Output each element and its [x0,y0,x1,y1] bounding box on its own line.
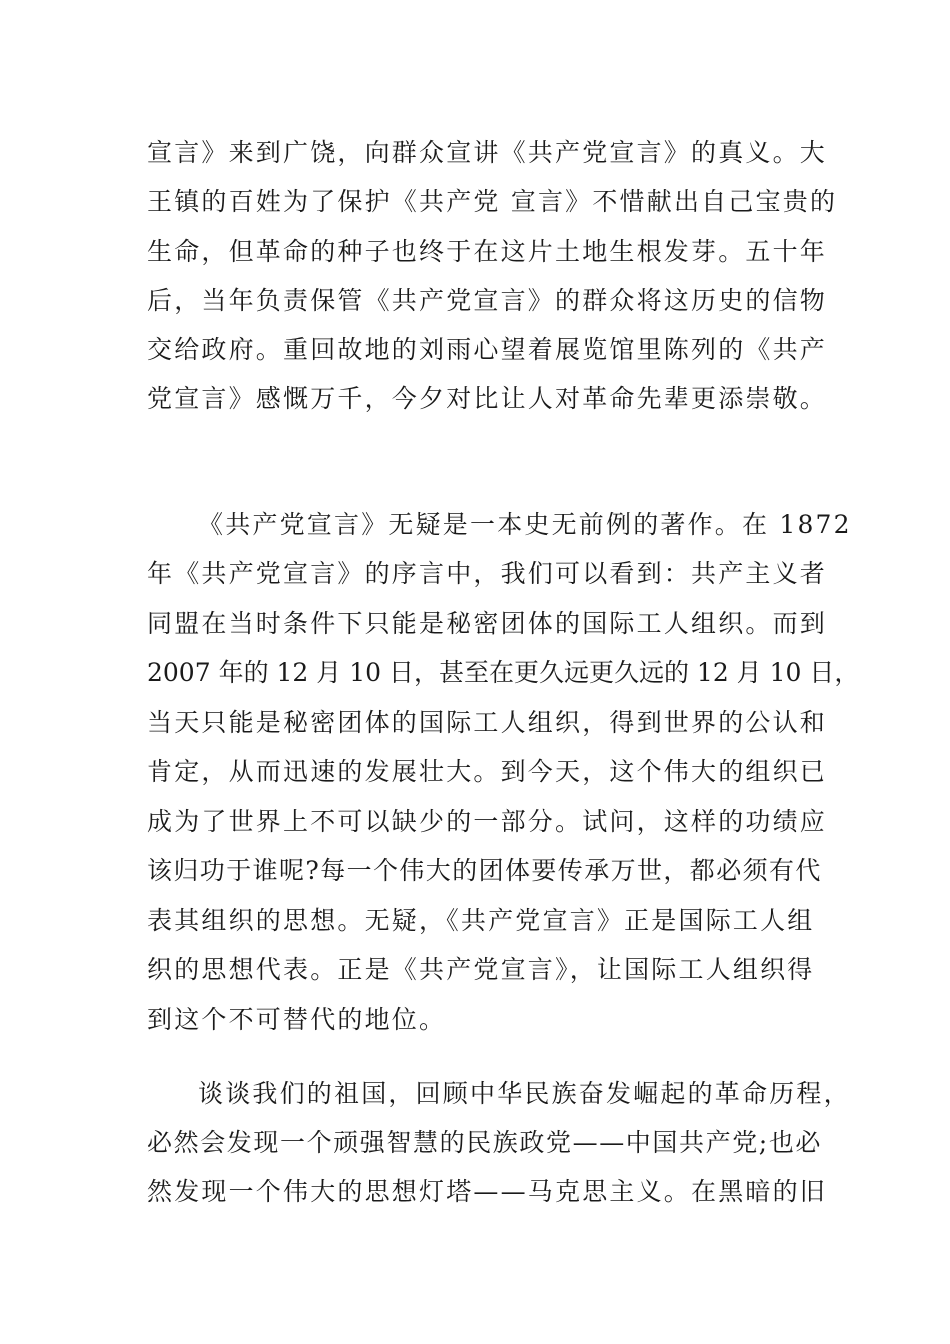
paragraph-1-line-5: 交给政府。重回故地的刘雨心望着展览馆里陈列的《共产 [147,335,828,364]
paragraph-2-line-5: 当天只能是秘密团体的国际工人组织，得到世界的公认和 [147,708,828,737]
paragraph-3-line-3: 然发现一个伟大的思想灯塔——马克思主义。在黑暗的旧 [147,1177,828,1206]
paragraph-2-line-1: 《共产党宣言》无疑是一本史无前例的著作。在 1872 [198,510,852,539]
paragraph-2-line-11: 到这个不可替代的地位。 [147,1005,447,1034]
paragraph-1-line-1: 宣言》来到广饶，向群众宣讲《共产党宣言》的真义。大 [147,138,828,167]
paragraph-2-line-3: 同盟在当时条件下只能是秘密团体的国际工人组织。而到 [147,609,828,638]
paragraph-1-line-3: 生命，但革命的种子也终于在这片土地生根发芽。五十年 [147,237,828,266]
paragraph-3-line-2: 必然会发现一个顽强智慧的民族政党——中国共产党;也必 [147,1128,823,1157]
paragraph-2-line-8: 该归功于谁呢?每一个伟大的团体要传承万世，都必须有代 [147,856,822,885]
paragraph-2-line-10: 织的思想代表。正是《共产党宣言》，让国际工人组织得 [147,955,815,984]
paragraph-2-line-2: 年《共产党宣言》的序言中，我们可以看到：共产主义者 [147,559,828,588]
paragraph-3-line-1: 谈谈我们的祖国，回顾中华民族奋发崛起的革命历程， [198,1079,851,1108]
paragraph-2-line-9: 表其组织的思想。无疑，《共产党宣言》正是国际工人组 [147,906,815,935]
paragraph-1-line-6: 党宣言》感慨万千，今夕对比让人对革命先辈更添崇敬。 [147,384,828,413]
paragraph-2-line-7: 成为了世界上不可以缺少的一部分。试问，这样的功绩应 [147,807,828,836]
paragraph-2-line-6: 肯定，从而迅速的发展壮大。到今天，这个伟大的组织已 [147,757,828,786]
paragraph-1-line-2: 王镇的百姓为了保护《共产党 宣言》不惜献出自己宝贵的 [147,187,838,216]
paragraph-1-line-4: 后，当年负责保管《共产党宣言》的群众将这历史的信物 [147,286,828,315]
paragraph-2-line-4: 2007 年的 12 月 10 日，甚至在更久远更久远的 12 月 10 日， [147,658,860,687]
